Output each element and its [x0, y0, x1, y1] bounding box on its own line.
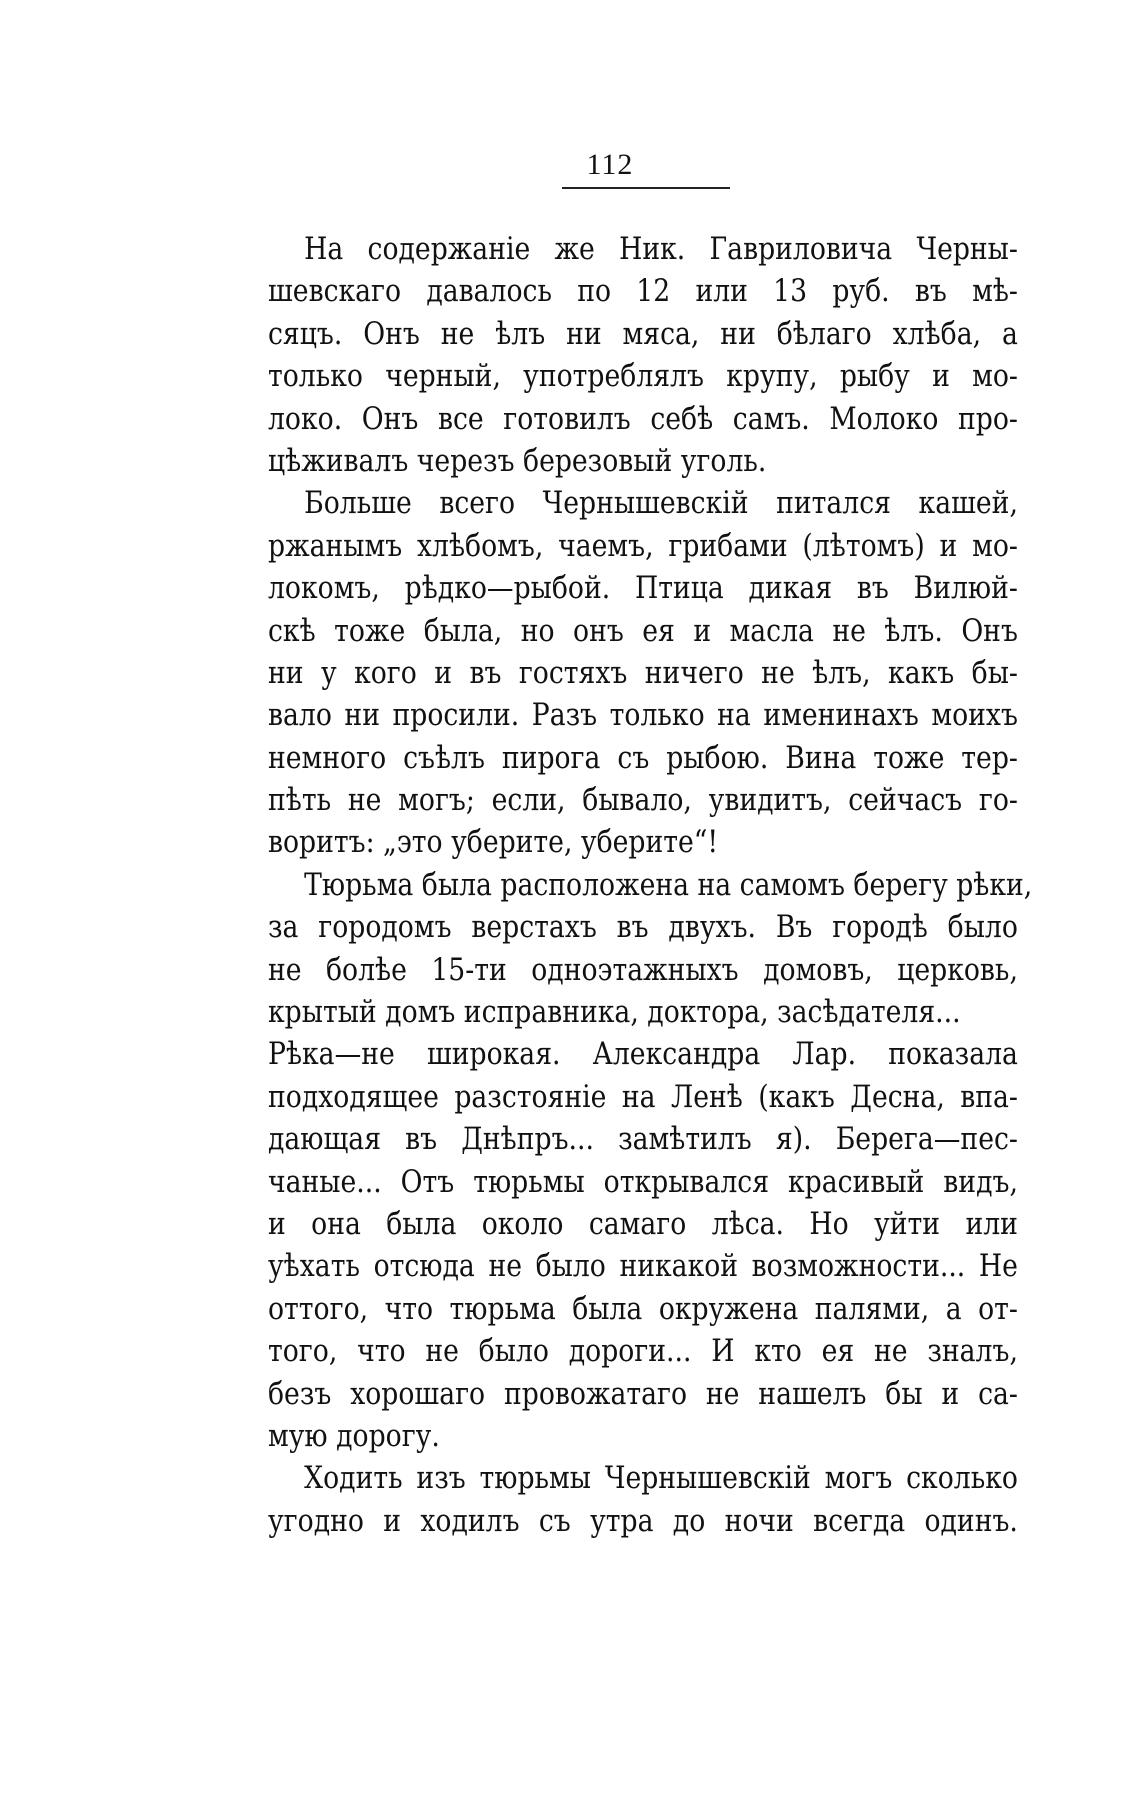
text-line: и она была около самаго лѣса. Но уйти или [268, 1205, 1018, 1242]
text-line: того, что не было дороги... И кто ея не зналъ, [268, 1333, 1018, 1370]
text-line: ни у кого и въ гостяхъ ничего не ѣлъ, какъ бы- [268, 654, 1018, 691]
text-line: за городомъ верстахъ въ двухъ. Въ городѣ было [268, 909, 1018, 946]
text-line: мую дорогу. [268, 1417, 440, 1454]
text-line: шевскаго давалось по 12 или 13 руб. въ мѣ- [268, 273, 1018, 310]
text-line: крытый домъ исправника, доктора, засѣдателя... [268, 994, 961, 1031]
text-line: дающая въ Днѣпръ... замѣтилъ я). Берега—пес- [268, 1121, 1018, 1158]
text-line: только черный, употреблялъ крупу, рыбу и мо- [268, 358, 1018, 395]
text-line: ржанымъ хлѣбомъ, чаемъ, грибами (лѣтомъ) и мо- [268, 527, 1018, 564]
text-line: не болѣе 15-ти одноэтажныхъ домовъ, церковь, [268, 951, 1018, 988]
text-line: цѣживалъ черезъ березовый уголь. [268, 442, 767, 479]
text-line: Больше всего Чернышевскій питался кашей, [304, 485, 1018, 522]
text-line: На содержаніе же Ник. Гавриловича Черны- [304, 231, 1018, 267]
text-line: оттого, что тюрьма была окружена палями, а от- [268, 1290, 1018, 1327]
text-line: вало ни просили. Разъ только на именинахъ моихъ [268, 697, 1018, 734]
text-line: безъ хорошаго провожатаго не нашелъ бы и са- [268, 1375, 1018, 1412]
body-text [268, 228, 1033, 1542]
text-line: Рѣка—не широкая. Александра Лар. показала [268, 1036, 1018, 1073]
text-line: Ходить изъ тюрьмы Чернышевскій могъ сколько [304, 1460, 1018, 1497]
page-number: 112 [586, 148, 634, 181]
paragraph-3 [268, 864, 1033, 1457]
text-line: немного съѣлъ пирога съ рыбою. Вина тоже тер- [268, 739, 1018, 776]
text-line: подходящее разстояніе на Ленѣ (какъ Десна, впа- [268, 1078, 1018, 1115]
paragraph-1 [268, 228, 1018, 482]
header-rule [562, 187, 730, 189]
text-line: скѣ тоже была, но онъ ея и масла не ѣлъ. Онъ [268, 612, 1018, 649]
text-line: угодно и ходилъ съ утра до ночи всегда одинъ. [268, 1502, 1018, 1539]
text-line: локо. Онъ все готовилъ себѣ самъ. Молоко про- [268, 400, 1018, 437]
paragraph-4 [268, 1457, 1018, 1542]
paragraph-2 [268, 482, 1018, 864]
text-line: уѣхать отсюда не было никакой возможности... Не [268, 1248, 1018, 1285]
text-line: локомъ, рѣдко—рыбой. Птица дикая въ Вилюй- [268, 570, 1018, 607]
text-line: чаные... Отъ тюрьмы открывался красивый видъ, [268, 1163, 1018, 1200]
text-line: сяцъ. Онъ не ѣлъ ни мяса, ни бѣлаго хлѣба, а [268, 315, 1018, 352]
text-line: воритъ: „это уберите, уберите“! [268, 824, 719, 861]
text-line: пѣть не могъ; если, бывало, увидитъ, сейчасъ го- [268, 782, 1018, 819]
text-line: Тюрьма была расположена на самомъ берегу рѣки, [304, 866, 1033, 903]
